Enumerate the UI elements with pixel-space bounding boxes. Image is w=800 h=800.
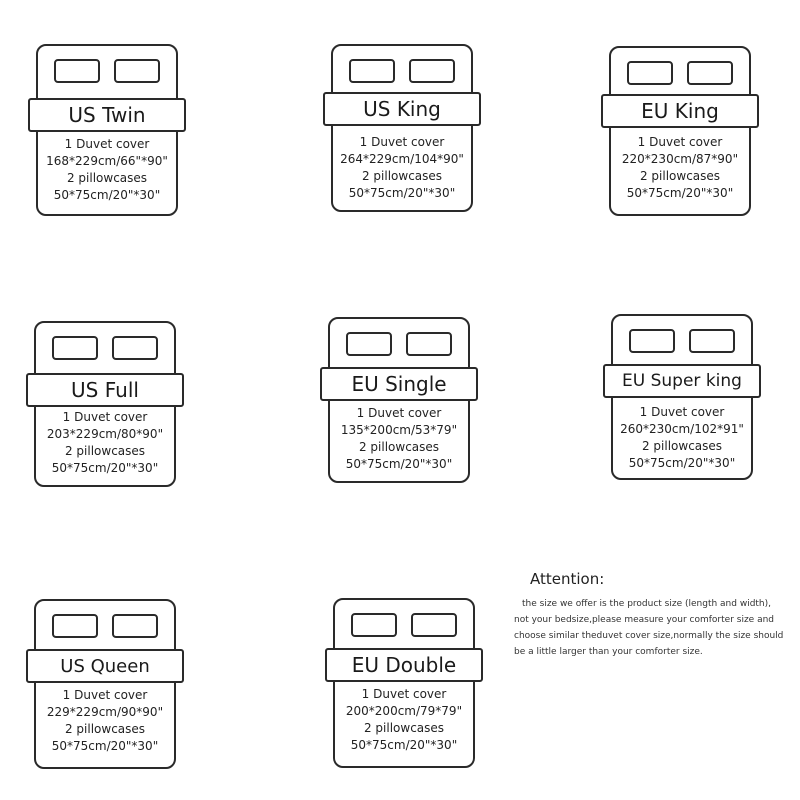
pillow-icon <box>627 61 673 85</box>
duvet-cover-size: 260*230cm/102*91" <box>620 422 744 436</box>
pillowcases-label: 2 pillowcases <box>361 169 443 183</box>
pillow-icon <box>409 59 455 83</box>
attention-line: be a little larger than your comforter size. <box>514 647 703 657</box>
pillowcase-size: 50*75cm/20"*30" <box>350 738 458 752</box>
pillow-icon <box>687 61 733 85</box>
duvet-cover-size: 220*230cm/87*90" <box>621 152 739 166</box>
duvet-cover-label: 1 Duvet cover <box>62 410 148 424</box>
pillowcases-label: 2 pillowcases <box>639 169 721 183</box>
duvet-cover-label: 1 Duvet cover <box>361 687 447 701</box>
pillowcase-size: 50*75cm/20"*30" <box>51 739 159 753</box>
pillowcase-size: 50*75cm/20"*30" <box>348 186 456 200</box>
pillowcases-label: 2 pillowcases <box>66 171 148 185</box>
duvet-cover-size: 264*229cm/104*90" <box>340 152 464 166</box>
pillow-icon <box>351 613 397 637</box>
size-label: EU Super king <box>603 364 761 398</box>
pillowcases-label: 2 pillowcases <box>641 439 723 453</box>
duvet-cover-label: 1 Duvet cover <box>637 135 723 149</box>
pillow-icon <box>52 614 98 638</box>
pillow-icon <box>411 613 457 637</box>
pillow-icon <box>112 336 158 360</box>
duvet-cover-size: 135*200cm/53*79" <box>340 423 458 437</box>
bed-card-us-twin <box>36 44 178 216</box>
duvet-cover-label: 1 Duvet cover <box>64 137 150 151</box>
pillowcase-size: 50*75cm/20"*30" <box>345 457 453 471</box>
size-label: US King <box>323 92 481 126</box>
size-label: EU King <box>601 94 759 128</box>
bed-card-eu-single <box>328 317 470 483</box>
bed-card-eu-double <box>333 598 475 768</box>
bed-card-us-queen <box>34 599 176 769</box>
pillow-icon <box>406 332 452 356</box>
bed-card-eu-super-king <box>611 314 753 480</box>
attention-line: not your bedsize,please measure your comforter size and <box>514 615 775 625</box>
attention-title: Attention: <box>530 570 605 588</box>
pillow-icon <box>349 59 395 83</box>
size-label: US Twin <box>28 98 186 132</box>
duvet-cover-size: 229*229cm/90*90" <box>46 705 164 719</box>
duvet-cover-label: 1 Duvet cover <box>639 405 725 419</box>
size-label: EU Double <box>325 648 483 682</box>
pillow-icon <box>52 336 98 360</box>
pillow-icon <box>114 59 160 83</box>
bed-card-us-king <box>331 44 473 212</box>
size-label: EU Single <box>320 367 478 401</box>
pillowcases-label: 2 pillowcases <box>358 440 440 454</box>
pillow-icon <box>54 59 100 83</box>
size-label: US Full <box>26 373 184 407</box>
pillow-icon <box>629 329 675 353</box>
size-label: US Queen <box>26 649 184 683</box>
duvet-cover-size: 200*200cm/79*79" <box>345 704 463 718</box>
pillowcases-label: 2 pillowcases <box>64 722 146 736</box>
attention-line: the size we offer is the product size (length and width), <box>522 599 772 609</box>
pillowcase-size: 50*75cm/20"*30" <box>628 456 736 470</box>
bed-card-eu-king <box>609 46 751 216</box>
pillowcase-size: 50*75cm/20"*30" <box>53 188 161 202</box>
pillowcases-label: 2 pillowcases <box>64 444 146 458</box>
duvet-cover-size: 203*229cm/80*90" <box>46 427 164 441</box>
duvet-cover-label: 1 Duvet cover <box>62 688 148 702</box>
duvet-cover-label: 1 Duvet cover <box>359 135 445 149</box>
pillow-icon <box>112 614 158 638</box>
attention-line: choose similar theduvet cover size,normally the size should <box>514 631 784 641</box>
bed-card-us-full <box>34 321 176 487</box>
pillow-icon <box>689 329 735 353</box>
pillowcase-size: 50*75cm/20"*30" <box>51 461 159 475</box>
duvet-cover-size: 168*229cm/66"*90" <box>46 154 168 168</box>
attention-note <box>514 596 794 660</box>
pillow-icon <box>346 332 392 356</box>
pillowcases-label: 2 pillowcases <box>363 721 445 735</box>
pillowcase-size: 50*75cm/20"*30" <box>626 186 734 200</box>
duvet-cover-label: 1 Duvet cover <box>356 406 442 420</box>
